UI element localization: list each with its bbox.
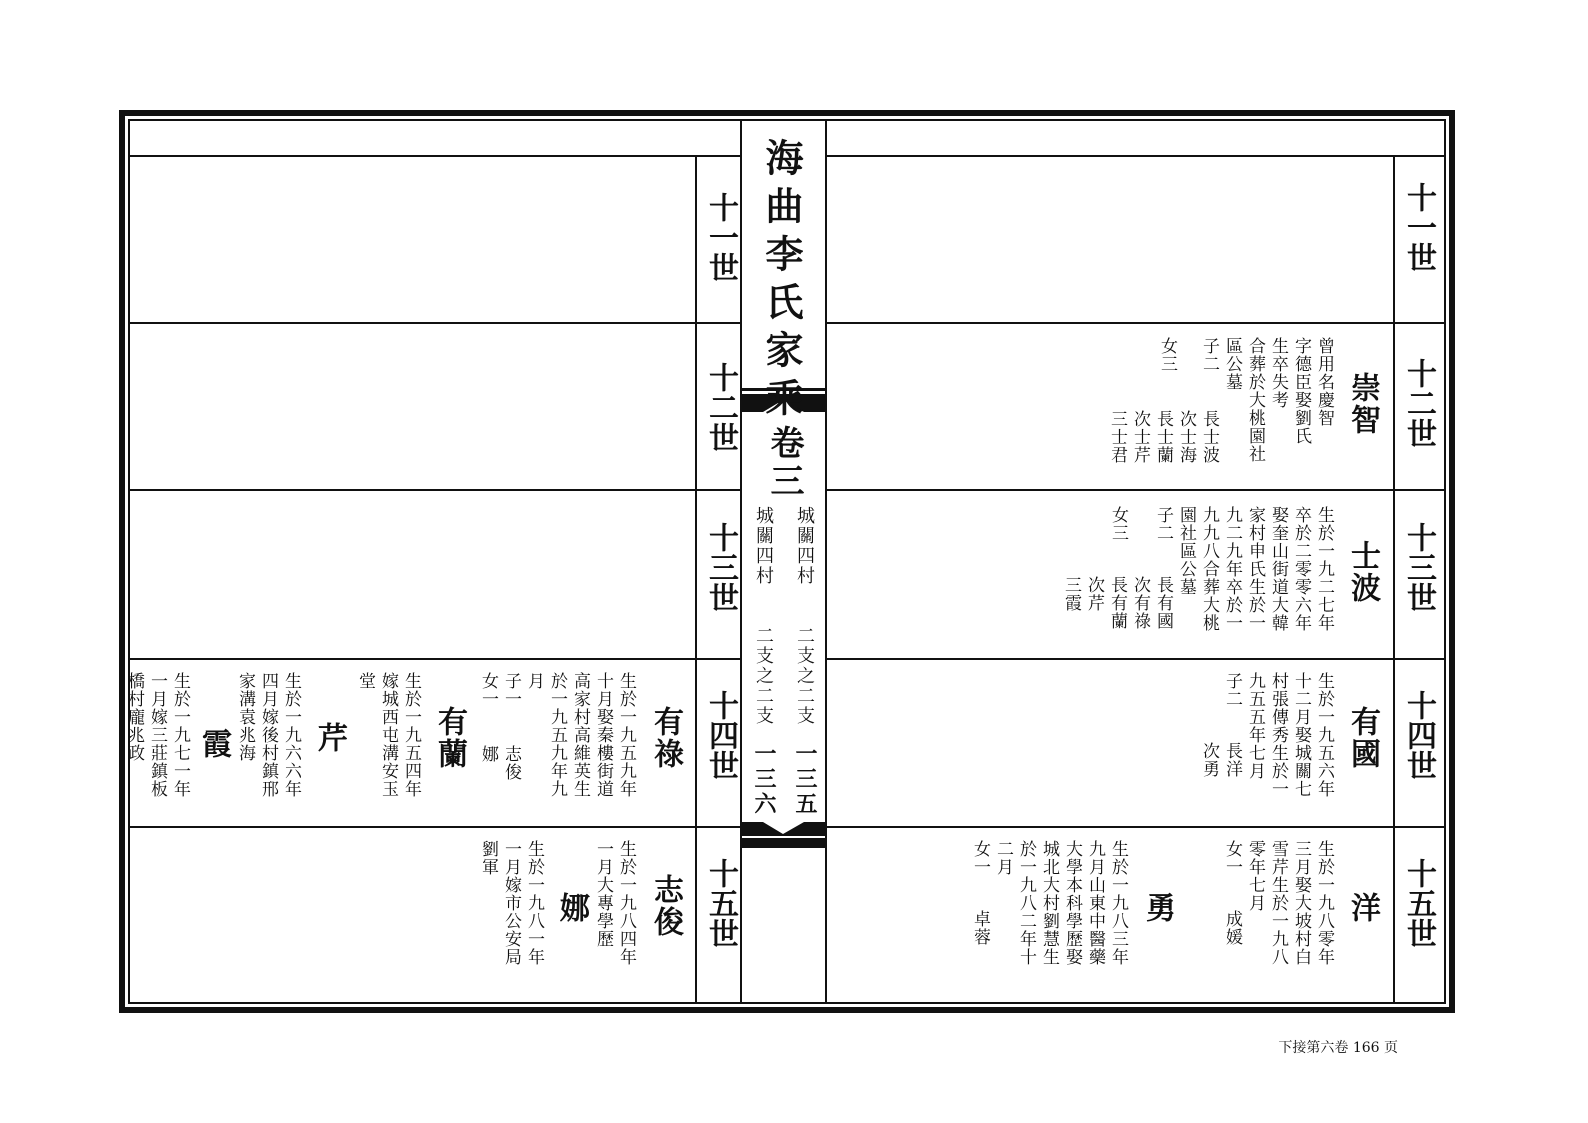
continuation-note: 下接第六卷 166 页: [1278, 1040, 1398, 1056]
gen-label-12-left: 十二世: [703, 362, 738, 452]
person-name: 有國: [1345, 706, 1380, 770]
person-info-line: 生卒失考: [1268, 337, 1288, 409]
sons-label: 子二: [1222, 672, 1242, 708]
row-rule: [827, 826, 1446, 828]
person-info-line: 生於一九七一年: [170, 672, 190, 798]
gen-label-12-right: 十二世: [1401, 358, 1436, 448]
person-info-line: 高家村高維英生: [570, 672, 590, 798]
row-rule: [827, 489, 1446, 491]
row-rule: [128, 658, 742, 660]
person-info-line: 橋村龐兆政: [124, 672, 144, 762]
spine-left-branch: 二支之二支: [753, 626, 774, 726]
gen-label-13-right: 十三世: [1401, 522, 1436, 612]
person-info-line: 字德臣娶劉氏: [1291, 337, 1311, 445]
person-info-line: 娶奎山街道大韓: [1268, 506, 1288, 632]
person-info-line: 生於一九八零年: [1314, 840, 1334, 966]
person-info-line: 生於一九五六年: [1314, 672, 1334, 798]
child-name: 次芹: [1084, 576, 1104, 612]
child-name: 長士蘭: [1153, 410, 1173, 464]
spine-left-village: 城關四村: [753, 506, 774, 586]
person-info-line: 嫁城西屯溝安玉: [378, 672, 398, 798]
person-info-line: 曾用名慶智: [1314, 337, 1334, 427]
spine-left-page: 一三六: [751, 742, 777, 817]
volume-label: 卷三: [764, 425, 804, 501]
person-info-line: 一月嫁三莊鎮板: [147, 672, 167, 798]
row-rule: [827, 322, 1446, 324]
person-info-line: 村張傳秀生於一: [1268, 672, 1288, 798]
person-info-line: 合葬於大桃園社: [1245, 337, 1265, 463]
gen-label-15-left: 十五世: [703, 858, 738, 948]
person-info-line: 於一九八二年十: [1016, 840, 1036, 966]
person-name: 崇智: [1345, 372, 1380, 436]
child-name: 次勇: [1199, 742, 1219, 778]
child-name: 志俊: [501, 745, 521, 781]
person-info-line: 月: [524, 672, 544, 690]
child-name: 卓蓉: [970, 910, 990, 946]
person-info-line: 九二九年卒於一: [1222, 506, 1242, 632]
person-info-line: 十二月娶城關七: [1291, 672, 1311, 798]
gen-label-15-right: 十五世: [1401, 858, 1436, 948]
sons-label: 子二: [1199, 337, 1219, 373]
person-info-line: 零年七月: [1245, 840, 1265, 912]
spine-chevron-bottom: [742, 822, 825, 848]
gen-label-11-left: 十一世: [703, 192, 738, 282]
person-info-line: 生於一九二七年: [1314, 506, 1334, 632]
child-name: 娜: [478, 745, 498, 763]
person-info-line: 九月山東中醫藥: [1085, 840, 1105, 966]
person-info-line: 雪芹生於一九八: [1268, 840, 1288, 966]
person-name: 芹: [312, 722, 347, 754]
child-name: 三士君: [1107, 410, 1127, 464]
spine-right-branch: 二支之二支: [794, 626, 815, 726]
person-name: 有蘭: [432, 706, 467, 770]
person-info-line: 區公墓: [1222, 337, 1242, 391]
person-name: 有祿: [648, 706, 683, 770]
row-rule: [827, 658, 1446, 660]
person-info-line: 生於一九六六年: [281, 672, 301, 798]
child-name: 成媛: [1222, 910, 1242, 946]
book-title: 海曲李氏家乘: [759, 138, 804, 426]
sons-label: 子一: [501, 672, 521, 708]
person-info-line: 家村申氏生於一: [1245, 506, 1265, 632]
row-rule: [128, 826, 742, 828]
person-info-line: 城北大村劉慧生: [1039, 840, 1059, 966]
daughters-label: 女一: [478, 672, 498, 708]
person-info-line: 四月嫁後村鎮邢: [258, 672, 278, 798]
header-rule-right: [827, 155, 1446, 157]
person-info-line: 生於一九五四年: [401, 672, 421, 798]
person-info-line: 劉軍: [478, 840, 498, 876]
person-info-line: 三月娶大坡村白: [1291, 840, 1311, 966]
gen-label-14-right: 十四世: [1401, 690, 1436, 780]
spine-right-page: 一三五: [792, 742, 818, 817]
child-name: 三霞: [1061, 576, 1081, 612]
gen-label-13-left: 十三世: [703, 522, 738, 612]
spine-right-village: 城關四村: [794, 506, 815, 586]
person-info-line: 卒於二零零六年: [1291, 506, 1311, 632]
sons-label: 子二: [1153, 506, 1173, 542]
gen-label-11-right: 十一世: [1401, 182, 1436, 272]
person-info-line: 生於一九八四年: [616, 840, 636, 966]
person-info-line: 生於一九五九年: [616, 672, 636, 798]
person-name: 娜: [554, 892, 589, 924]
person-info-line: 家溝袁兆海: [235, 672, 255, 762]
person-info-line: 生於一九八三年: [1108, 840, 1128, 966]
child-name: 次有祿: [1130, 576, 1150, 630]
child-name: 長士波: [1199, 410, 1219, 464]
person-info-line: 生於一九八一年: [524, 840, 544, 966]
child-name: 次士芹: [1130, 410, 1150, 464]
gen-col-rule-left: [695, 155, 697, 1004]
header-rule-left: [128, 155, 742, 157]
spine-rule-right: [825, 119, 827, 1004]
daughters-label: 女三: [1157, 337, 1177, 373]
person-info-line: 一月嫁市公安局: [501, 840, 521, 966]
child-name: 長有蘭: [1107, 576, 1127, 630]
person-name: 勇: [1140, 892, 1175, 924]
person-name: 洋: [1345, 892, 1380, 924]
person-name: 霞: [196, 728, 231, 760]
row-rule: [128, 322, 742, 324]
child-name: 次士海: [1176, 410, 1196, 464]
person-info-line: 一月大專學歷: [593, 840, 613, 948]
person-info-line: 九五五年七月: [1245, 672, 1265, 780]
gen-label-14-left: 十四世: [703, 690, 738, 780]
person-info-line: 十月娶秦樓街道: [593, 672, 613, 798]
daughters-label: 女一: [970, 840, 990, 876]
spine-divider-gap: [742, 836, 825, 838]
row-rule: [128, 489, 742, 491]
person-info-line: 大學本科學歷娶: [1062, 840, 1082, 966]
daughters-label: 女三: [1108, 506, 1128, 542]
person-info-line: 於一九五九年九: [547, 672, 567, 798]
gen-col-rule-right: [1393, 155, 1395, 1004]
person-info-line: 九九八合葬大桃: [1199, 506, 1219, 632]
child-name: 長洋: [1222, 742, 1242, 778]
spine-rule-left: [740, 119, 742, 1004]
daughters-label: 女一: [1222, 840, 1242, 876]
person-name: 志俊: [648, 874, 683, 938]
person-info-line: 二月: [993, 840, 1013, 876]
child-name: 長有國: [1153, 576, 1173, 630]
person-info-line: 堂: [355, 672, 375, 690]
person-name: 士波: [1345, 540, 1380, 604]
person-info-line: 園社區公墓: [1176, 506, 1196, 596]
